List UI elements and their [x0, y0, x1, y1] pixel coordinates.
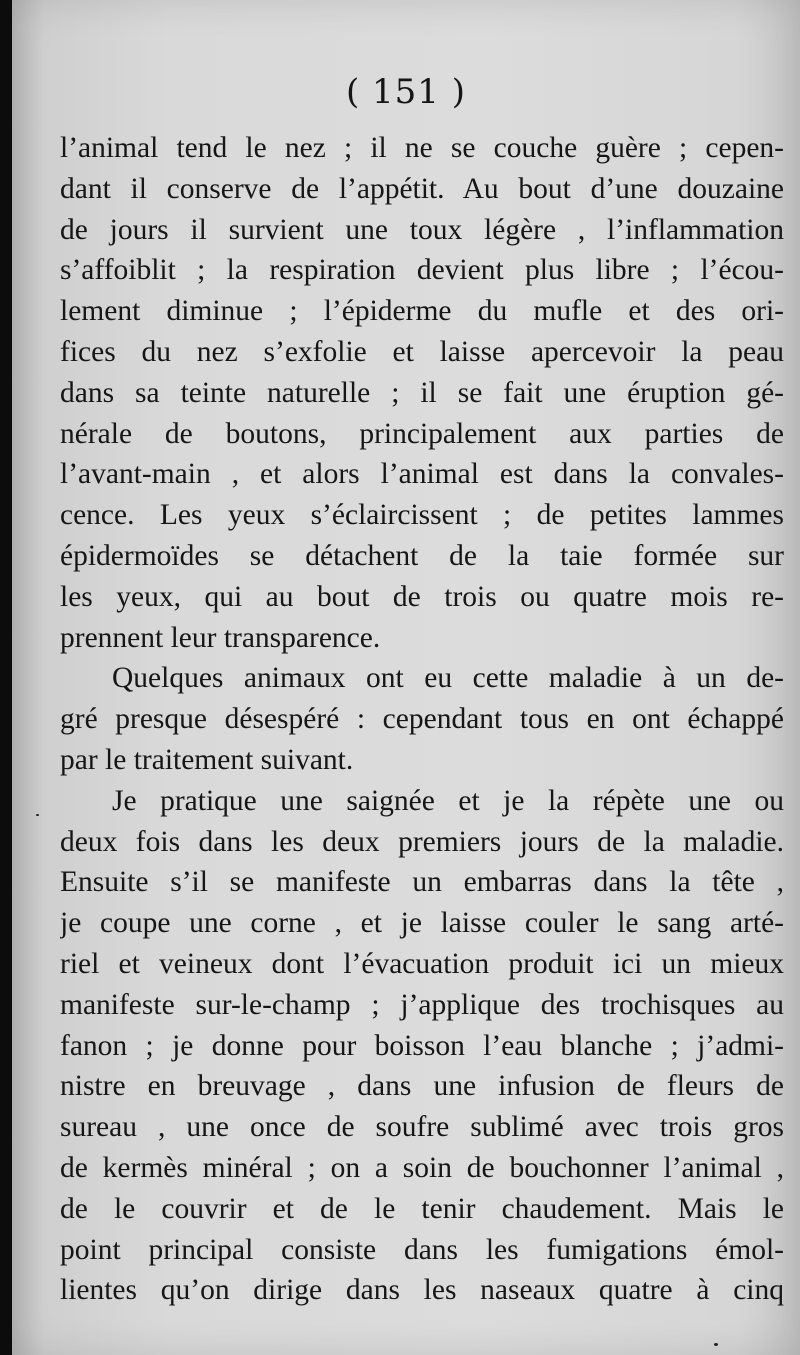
paragraph-start-line: Quelques animaux ont eu cette maladie à un de- [112, 662, 784, 695]
text-line: sureau , une once de soufre sublimé avec trois gros [60, 1111, 784, 1144]
text-line: l’animal tend le nez ; il ne se couche guère ; cepen- [60, 132, 784, 164]
text-line: fanon ; je donne pour boisson l’eau blanche ; j’admi- [60, 1029, 784, 1062]
text-line: lement diminue ; l’épiderme du mufle et des ori- [60, 295, 784, 328]
text-line: point principal consiste dans les fumigations émol- [60, 1233, 784, 1266]
text-line: fices du nez s’exfolie et laisse apercevoir la peau [60, 335, 784, 368]
text-line: nistre en breuvage , dans une infusion de fleurs de [60, 1070, 784, 1103]
body-text [60, 128, 784, 1311]
text-line: dans sa teinte naturelle ; il se fait une éruption gé- [60, 376, 784, 409]
paragraph-end-line: prennent leur transparence. [60, 621, 381, 654]
text-line: s’affoiblit ; la respiration devient plus libre ; l’écou- [60, 254, 784, 287]
text-line: de le couvrir et de le tenir chaudement. Mais le [60, 1192, 784, 1225]
text-line: manifeste sur-le-champ ; j’applique des trochisques au [60, 988, 784, 1021]
text-line: gré presque désespéré : cependant tous en ont échappé [60, 703, 784, 736]
text-line: l’avant-main , et alors l’animal est dans la convales- [60, 458, 784, 491]
text-line: de jours il survient une toux légère , l’inflammation [60, 213, 784, 246]
paragraph-end-line: par le traitement suivant. [60, 743, 354, 776]
text-line: lientes qu’on dirige dans les naseaux quatre à cinq [60, 1274, 784, 1307]
text-line: de kermès minéral ; on a soin de bouchonner l’animal , [60, 1151, 784, 1184]
text-line: les yeux, qui au bout de trois ou quatre mois re- [60, 580, 784, 613]
ink-speck [36, 814, 39, 816]
text-line: épidermoïdes se détachent de la taie formée sur [60, 539, 784, 572]
text-line: cence. Les yeux s’éclaircissent ; de petites lammes [60, 499, 784, 532]
paragraph-start-line: Je pratique une saignée et je la répète une ou [112, 784, 784, 817]
book-page [12, 0, 800, 1355]
text-line: Ensuite s’il se manifeste un embarras dans la tête , [60, 866, 784, 899]
text-line: nérale de boutons, principalement aux parties de [60, 417, 784, 450]
text-line: riel et veineux dont l’évacuation produit ici un mieux [60, 947, 784, 980]
page-number: ( 151 ) [345, 72, 467, 112]
text-line: deux fois dans les deux premiers jours de la maladie. [60, 825, 784, 858]
text-line: dant il conserve de l’appétit. Au bout d’une douzaine [60, 172, 784, 205]
ink-speck [714, 1343, 718, 1346]
text-line: je coupe une corne , et je laisse couler le sang arté- [60, 907, 784, 940]
